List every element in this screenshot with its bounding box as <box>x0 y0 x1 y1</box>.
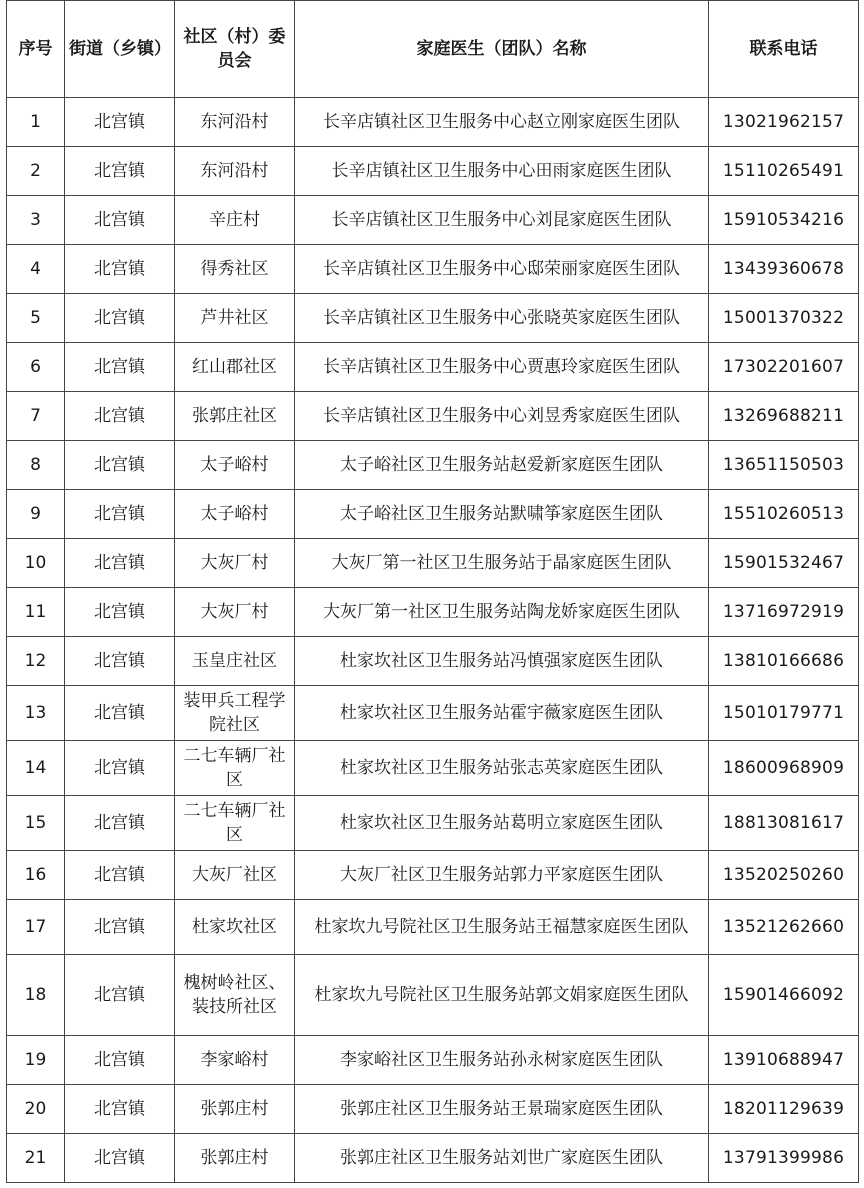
table-row <box>7 539 859 588</box>
cell-team: 大灰厂社区卫生服务站郭力平家庭医生团队 <box>295 851 709 900</box>
cell-phone: 15001370322 <box>709 294 859 343</box>
cell-index: 12 <box>7 637 65 686</box>
cell-community: 太子峪村 <box>175 441 295 490</box>
cell-team: 杜家坎社区卫生服务站霍宇薇家庭医生团队 <box>295 686 709 741</box>
cell-team: 长辛店镇社区卫生服务中心刘昆家庭医生团队 <box>295 196 709 245</box>
table-header-row <box>7 1 859 98</box>
cell-index: 7 <box>7 392 65 441</box>
cell-phone: 18600968909 <box>709 741 859 796</box>
cell-phone: 13269688211 <box>709 392 859 441</box>
cell-phone: 13520250260 <box>709 851 859 900</box>
cell-community: 东河沿村 <box>175 98 295 147</box>
cell-team: 杜家坎社区卫生服务站冯慎强家庭医生团队 <box>295 637 709 686</box>
cell-street: 北宫镇 <box>65 741 175 796</box>
cell-community: 张郭庄社区 <box>175 392 295 441</box>
cell-street: 北宫镇 <box>65 900 175 955</box>
table-row <box>7 955 859 1036</box>
cell-index: 6 <box>7 343 65 392</box>
cell-phone: 15010179771 <box>709 686 859 741</box>
cell-team: 李家峪社区卫生服务站孙永树家庭医生团队 <box>295 1036 709 1085</box>
cell-team: 长辛店镇社区卫生服务中心张晓英家庭医生团队 <box>295 294 709 343</box>
cell-phone: 15910534216 <box>709 196 859 245</box>
cell-index: 18 <box>7 955 65 1036</box>
cell-community: 大灰厂村 <box>175 588 295 637</box>
cell-team: 杜家坎社区卫生服务站葛明立家庭医生团队 <box>295 796 709 851</box>
cell-index: 5 <box>7 294 65 343</box>
cell-team: 太子峪社区卫生服务站默啸筝家庭医生团队 <box>295 490 709 539</box>
cell-street: 北宫镇 <box>65 98 175 147</box>
cell-team: 长辛店镇社区卫生服务中心赵立刚家庭医生团队 <box>295 98 709 147</box>
cell-index: 3 <box>7 196 65 245</box>
cell-street: 北宫镇 <box>65 539 175 588</box>
cell-team: 大灰厂第一社区卫生服务站陶龙娇家庭医生团队 <box>295 588 709 637</box>
cell-index: 15 <box>7 796 65 851</box>
cell-street: 北宫镇 <box>65 1085 175 1134</box>
header-index: 序号 <box>7 1 65 98</box>
table-row <box>7 196 859 245</box>
table-row <box>7 741 859 796</box>
table-row <box>7 98 859 147</box>
cell-street: 北宫镇 <box>65 490 175 539</box>
table-row <box>7 490 859 539</box>
cell-index: 21 <box>7 1134 65 1183</box>
cell-community: 二七车辆厂社区 <box>175 741 295 796</box>
cell-street: 北宫镇 <box>65 637 175 686</box>
cell-team: 张郭庄社区卫生服务站刘世广家庭医生团队 <box>295 1134 709 1183</box>
table-row <box>7 686 859 741</box>
table-body <box>7 98 859 1183</box>
cell-team: 杜家坎社区卫生服务站张志英家庭医生团队 <box>295 741 709 796</box>
cell-index: 16 <box>7 851 65 900</box>
cell-street: 北宫镇 <box>65 392 175 441</box>
header-team: 家庭医生（团队）名称 <box>295 1 709 98</box>
cell-phone: 15901466092 <box>709 955 859 1036</box>
table-row <box>7 588 859 637</box>
table-row <box>7 637 859 686</box>
family-doctor-table <box>6 0 859 1183</box>
table-row <box>7 343 859 392</box>
cell-phone: 13439360678 <box>709 245 859 294</box>
cell-street: 北宫镇 <box>65 1036 175 1085</box>
cell-street: 北宫镇 <box>65 147 175 196</box>
cell-community: 得秀社区 <box>175 245 295 294</box>
cell-index: 10 <box>7 539 65 588</box>
cell-team: 杜家坎九号院社区卫生服务站王福慧家庭医生团队 <box>295 900 709 955</box>
table-row <box>7 294 859 343</box>
cell-community: 辛庄村 <box>175 196 295 245</box>
table-row <box>7 796 859 851</box>
cell-index: 11 <box>7 588 65 637</box>
cell-phone: 18813081617 <box>709 796 859 851</box>
cell-team: 长辛店镇社区卫生服务中心贾惠玲家庭医生团队 <box>295 343 709 392</box>
cell-street: 北宫镇 <box>65 196 175 245</box>
table-row <box>7 392 859 441</box>
cell-community: 杜家坎社区 <box>175 900 295 955</box>
cell-community: 红山郡社区 <box>175 343 295 392</box>
cell-street: 北宫镇 <box>65 796 175 851</box>
table-row <box>7 1134 859 1183</box>
cell-phone: 13651150503 <box>709 441 859 490</box>
cell-team: 长辛店镇社区卫生服务中心邸荣丽家庭医生团队 <box>295 245 709 294</box>
cell-street: 北宫镇 <box>65 588 175 637</box>
cell-street: 北宫镇 <box>65 851 175 900</box>
cell-community: 李家峪村 <box>175 1036 295 1085</box>
table-row <box>7 851 859 900</box>
cell-index: 13 <box>7 686 65 741</box>
cell-index: 19 <box>7 1036 65 1085</box>
cell-index: 1 <box>7 98 65 147</box>
cell-phone: 18201129639 <box>709 1085 859 1134</box>
cell-community: 大灰厂社区 <box>175 851 295 900</box>
cell-index: 9 <box>7 490 65 539</box>
cell-phone: 15110265491 <box>709 147 859 196</box>
cell-phone: 13716972919 <box>709 588 859 637</box>
cell-team: 长辛店镇社区卫生服务中心刘昱秀家庭医生团队 <box>295 392 709 441</box>
cell-phone: 15510260513 <box>709 490 859 539</box>
cell-community: 东河沿村 <box>175 147 295 196</box>
cell-street: 北宫镇 <box>65 441 175 490</box>
table-row <box>7 900 859 955</box>
table-row <box>7 1085 859 1134</box>
cell-index: 20 <box>7 1085 65 1134</box>
header-phone: 联系电话 <box>709 1 859 98</box>
cell-team: 长辛店镇社区卫生服务中心田雨家庭医生团队 <box>295 147 709 196</box>
cell-street: 北宫镇 <box>65 1134 175 1183</box>
cell-community: 大灰厂村 <box>175 539 295 588</box>
cell-community: 芦井社区 <box>175 294 295 343</box>
cell-phone: 13021962157 <box>709 98 859 147</box>
cell-street: 北宫镇 <box>65 955 175 1036</box>
cell-community: 装甲兵工程学院社区 <box>175 686 295 741</box>
cell-street: 北宫镇 <box>65 343 175 392</box>
cell-community: 张郭庄村 <box>175 1134 295 1183</box>
cell-community: 二七车辆厂社区 <box>175 796 295 851</box>
cell-index: 14 <box>7 741 65 796</box>
cell-phone: 13521262660 <box>709 900 859 955</box>
cell-phone: 17302201607 <box>709 343 859 392</box>
cell-street: 北宫镇 <box>65 294 175 343</box>
cell-phone: 13910688947 <box>709 1036 859 1085</box>
cell-index: 8 <box>7 441 65 490</box>
table-row <box>7 1036 859 1085</box>
cell-index: 17 <box>7 900 65 955</box>
cell-street: 北宫镇 <box>65 686 175 741</box>
header-community: 社区（村）委员会 <box>175 1 295 98</box>
cell-team: 杜家坎九号院社区卫生服务站郭文娟家庭医生团队 <box>295 955 709 1036</box>
header-street: 街道（乡镇） <box>65 1 175 98</box>
cell-phone: 15901532467 <box>709 539 859 588</box>
cell-index: 4 <box>7 245 65 294</box>
cell-phone: 13810166686 <box>709 637 859 686</box>
cell-community: 槐树岭社区、装技所社区 <box>175 955 295 1036</box>
cell-street: 北宫镇 <box>65 245 175 294</box>
cell-team: 张郭庄社区卫生服务站王景瑞家庭医生团队 <box>295 1085 709 1134</box>
cell-team: 大灰厂第一社区卫生服务站于晶家庭医生团队 <box>295 539 709 588</box>
cell-community: 太子峪村 <box>175 490 295 539</box>
cell-team: 太子峪社区卫生服务站赵爱新家庭医生团队 <box>295 441 709 490</box>
table-row <box>7 147 859 196</box>
table-row <box>7 245 859 294</box>
cell-community: 玉皇庄社区 <box>175 637 295 686</box>
cell-index: 2 <box>7 147 65 196</box>
table-row <box>7 441 859 490</box>
cell-phone: 13791399986 <box>709 1134 859 1183</box>
cell-community: 张郭庄村 <box>175 1085 295 1134</box>
